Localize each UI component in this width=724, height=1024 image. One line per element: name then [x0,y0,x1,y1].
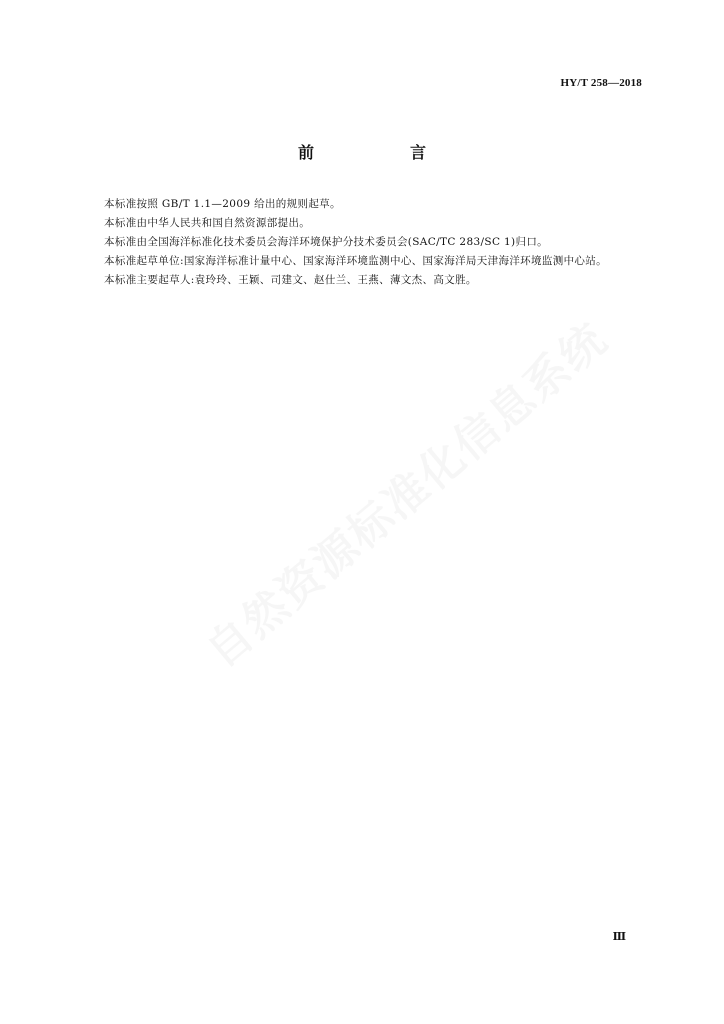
paragraph-proposer: 本标准由中华人民共和国自然资源部提出。 [104,217,311,229]
page-title: 前 言 [297,143,466,162]
paragraph-drafting-units: 本标准起草单位:国家海洋标准计量中心、国家海洋环境监测中心、国家海洋局天津海洋环境监测中心站。 [104,255,607,267]
body-text [83,195,641,290]
paragraph-drafting-rules: 本标准按照 GB/T 1.1—2009 给出的规则起草。 [104,198,341,210]
standard-code: HY/T 258—2018 [560,77,642,89]
paragraph-drafters: 本标准主要起草人:袁玲玲、王颖、司建文、赵仕兰、王燕、薄文杰、高文胜。 [104,274,477,286]
watermark [190,305,619,679]
paragraph-technical-committee: 本标准由全国海洋标准化技术委员会海洋环境保护分技术委员会(SAC/TC 283/SC 1)归口。 [104,236,549,248]
page-number: Ⅲ [612,931,626,943]
